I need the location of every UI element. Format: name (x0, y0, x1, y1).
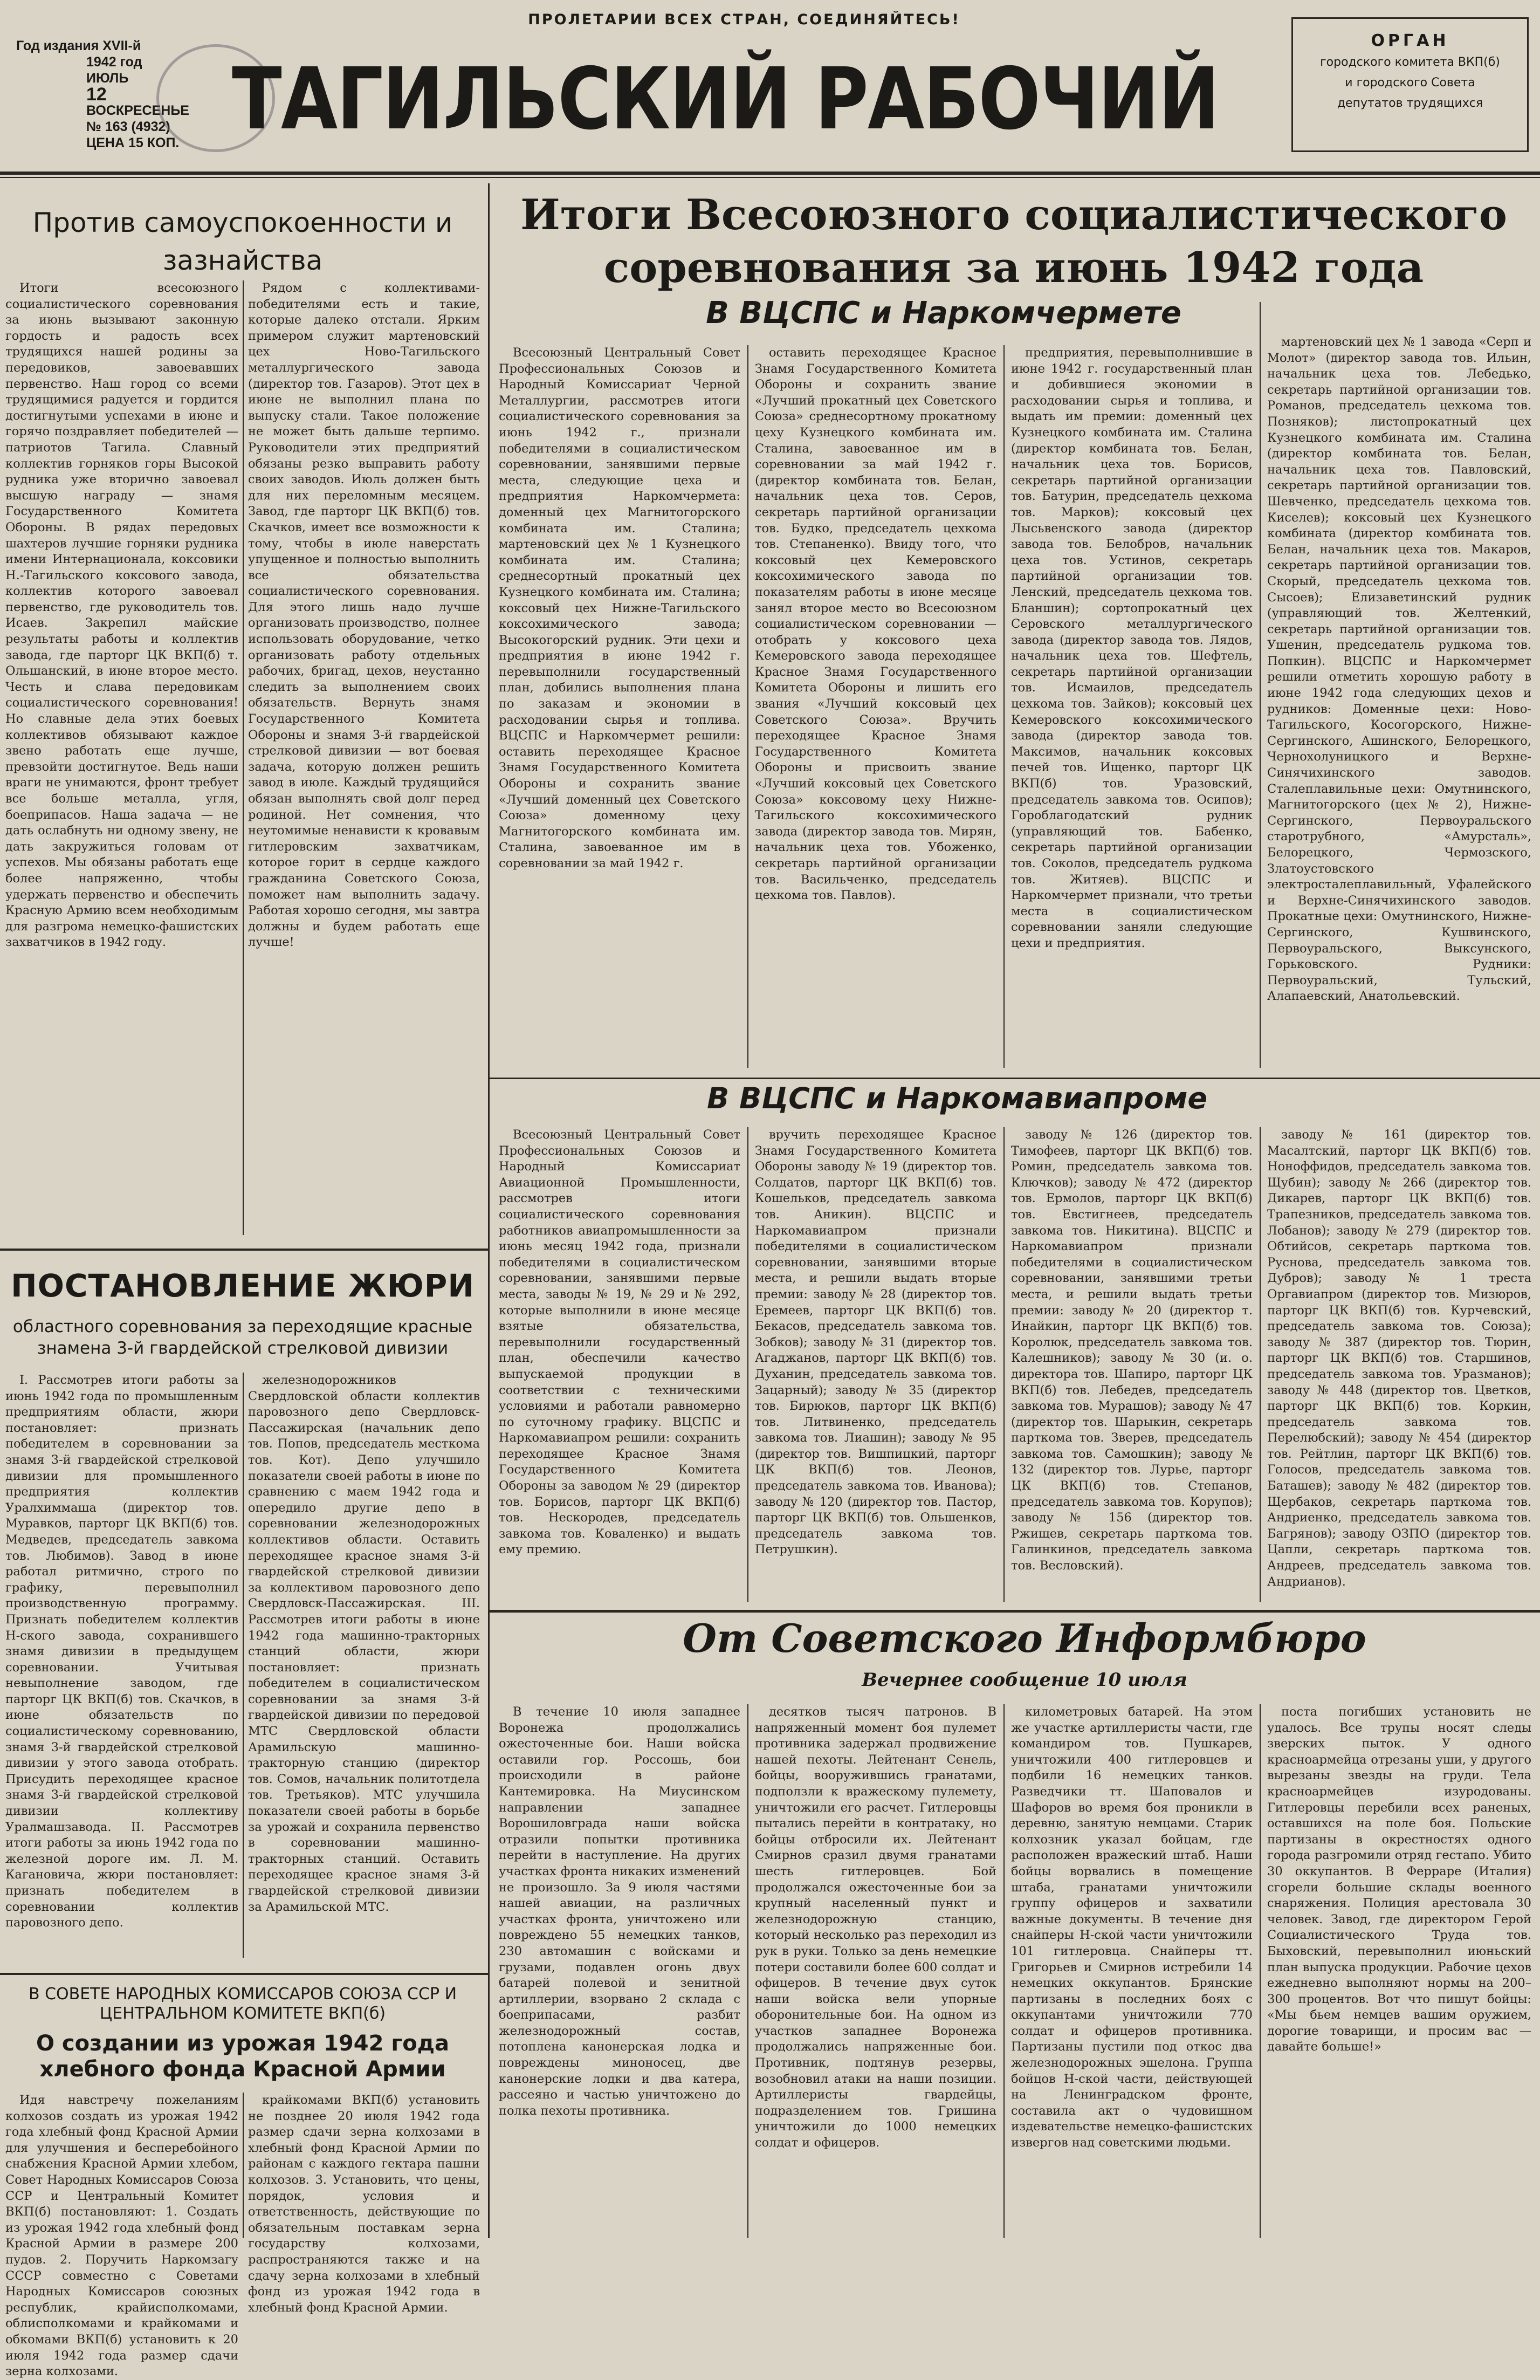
organ-label: ОРГАН (1371, 31, 1449, 50)
s2-col-3 (1011, 1127, 1253, 1602)
s2-text-2: вручить переходящее Красное Знамя Государственного Комитета Обороны заводу № 19 (директор тов. Солдатов, парторг ЦК ВКП(б) тов. Кошельков, председатель завкома тов. Аникин). ВЦСПС и Наркомавиапром признали победителями в социалистическом соревновании, занявшими вторые места, и решили выдать вторые премии: заводу № 28 (директор тов. Еремеев, парторг ЦК ВКП(б) тов. Бекасов, председатель завкома тов. Зобков); заводу № 31 (директор тов. Агаджанов, парторг ЦК ВКП(б) тов. Духанин, председатель завкома тов. Зацарный); заводу № 35 (директор тов. Бирюков, парторг ЦК ВКП(б) тов. Литвиненко, председатель завкома тов. Лиашин); заводу № 95 (директор тов. Вишпицкий, парторг ЦК ВКП(б) тов. Леонов, председатель завкома тов. Иванова); заводу № 120 (директор тов. Пастор, парторг ЦК ВКП(б) тов. Ольшенков, председатель завкома тов. Петрушкин). (755, 1128, 996, 1557)
sovnarkom-col-rule (243, 2093, 244, 2238)
s1-text-4: мартеновский цех № 1 завода «Серп и Молот» (директор завода тов. Ильин, начальник цеха тов. Лебедько, секретарь партийной организации тов. Романов, председатель цехкома тов. Позняков); листопрокатный цех Кузнецкого комбината им. Сталина (директор комбината тов. Белан, начальник цеха тов. Павловский, секретарь партийной организации тов. Шевченко, председатель цехкома тов. Киселев); коксовый цех Кузнецкого комбината (директор комбината тов. Белан, начальник цеха тов. Макаров, секретарь партийной организации тов. Скорый, председатель цехкома тов. Сысоев); Елизаветинский рудник (управляющий тов. Желтенкий, секретарь партийной организации тов. Ушенин, председатель рудкома тов. Попкин). ВЦСПС и Наркомчермет решили отметить хорошую работу в июне 1942 года следующих цехов и рудников: Доменные цехи: Ново-Тагильского, Косогорского, Нижне-Сергинского, Ашинского, Белорецкого, Чернохолуницкого и Верхне-Синячихинского заводов. Сталеплавильные цехи: Омутнинского, Магнитогорского (цех № 2), Нижне-Сергинского, Первоуральского старотрубного, «Амурсталь», Белорецкого, Чермозского, Златоустовского электросталеплавильный, Уфалейского и Верхне-Синячихинского заводов. Прокатные цехи: Омутнинского, Нижне-Сергинского, Кушвинского, Первоуральского, Выксунского, Горьковского. Рудники: Первоуральский, Тульский, Алапаевский, Анатольевский. (1267, 335, 1531, 1004)
col-rule-9 (1260, 1704, 1261, 2238)
masthead-rule (0, 172, 1540, 175)
s1-text-2: оставить переходящее Красное Знамя Государственного Комитета Обороны и сохранить звание «Лучший прокатный цех Советского Союза» среднесортному прокатному цеху Кузнецкого комбината им. Сталина, завоеванное им в соревновании за май 1942 г. (директор комбината тов. Белан, начальник цеха тов. Серов, секретарь партийной организации тов. Будко, председатель цехкома тов. Степаненко). Ввиду того, что коксовый цех Кемеровского коксохимического завода по показателям работы в июне месяце занял второе место во Всесоюзном социалистическом соревновании — отобрать у коксового цеха Кемеровского завода переходящее Красное Знамя Государственного Комитета Обороны и лишить его звания «Лучший коксовый цех Советского Союза». Вручить переходящее Красное Знамя Государственного Комитета Обороны и присвоить звание «Лучший коксовый цех Советского Союза» коксовому цеху Нижне-Тагильского коксохимического завода (директор завода тов. Мирян, начальник цеха тов. Убоженко, секретарь партийной организации тов. Васильченко, председатель цехкома тов. Павлов). (755, 346, 996, 903)
si-text-3: километровых батарей. На этом же участке артиллеристы части, где командиром тов. Пушкарев, уничтожили 400 гитлеровцев и подбили 16 немецких танков. Разведчики тт. Шаповалов и Шафоров во время боя проникли в деревню, занятую немцами. Старик колхозник указал бойцам, где расположен вражеский штаб. Наши бойцы ворвались в помещение штаба, гранатами уничтожили группу офицеров и захватили важные документы. В течение дня снайперы Н-ской части уничтожили 101 гитлеровца. Снайперы тт. Григорьев и Смирнов истребили 14 немецких оккупантов. Брянские партизаны в последних боях с оккупантами уничтожили 770 солдат и офицеров противника. Партизаны пустили под откос два железнодорожных эшелона. Группа бойцов Н-ской части, действующей на Ленинградском фронте, составила акт о чудовищном издевательстве немецко-фашистских извергов над советскими людьми. (1011, 1705, 1253, 2150)
jury-bottom-rule (0, 1973, 488, 1975)
col-rule-4 (747, 1127, 748, 1602)
editorial-col-2 (248, 280, 480, 1235)
masthead-rule-thin (0, 177, 1540, 178)
jury-text-2: железнодорожников Свердловской области коллектив паровозного депо Свердловск-Пассажирская (начальник депо тов. Попов, председатель месткома тов. Кот). Депо улучшило показатели своей работы в июне по сравнению с маем 1942 года и опередило другие депо в соревновании железнодорожных коллективов области. Оставить переходящее красное знамя 3-й гвардейской стрелковой дивизии за коллективом паровозного депо Свердловск-Пассажирская. III. Рассмотрев итоги работы в июне 1942 года машинно-тракторных станций области, жюри постановляет: признать победителем в социалистическом соревновании за знамя 3-й гвардейской дивизии по передовой МТС Свердловской области Арамильскую машинно-тракторную станцию (директор тов. Сомов, начальник политотдела тов. Третьяков). МТС улучшила показатели своей работы в борьбе за урожай и сохранила первенство в соревновании машинно-тракторных станций. Оставить переходящее красное знамя 3-й гвардейской стрелковой дивизии за Арамильской МТС. (248, 1373, 480, 1914)
sovinfo-heading: От Советского Информбюро (683, 1615, 1366, 1661)
s2-col-4 (1267, 1127, 1531, 1602)
col-rule-2 (1003, 345, 1005, 1068)
sovnarkom-header: В СОВЕТЕ НАРОДНЫХ КОМИССАРОВ СОЮЗА ССР И ЦЕНТРАЛЬНОМ КОМИТЕТЕ ВКП(б) (28, 1985, 457, 2023)
jury-col-rule (243, 1373, 244, 1958)
s1-col-1 (499, 345, 740, 1068)
si-col-3 (1011, 1704, 1253, 2238)
si-text-2: десятков тысяч патронов. В напряженный момент боя пулемет противника задержал продвижение нашей пехоты. Лейтенант Сенель, бойцы, вооружившись гранатами, подползли к вражескому пулемету, уничтожили его расчет. Гитлеровцы пытались перейти в контратаку, но бойцы отбросили их. Лейтенант Смирнов сразил двумя гранатами шесть гитлеровцев. Бой продолжался ожесточенные бои за крупный населенный пункт и железнодорожную станцию, который несколько раз переходил из рук в руки. Только за день немецкие потери составили более 600 солдат и офицеров. В течение двух суток наши войска вели упорные оборонительные бои. На одном из участков западнее Воронежа продолжались напряженные бои. Противник, подтянув резервы, возобновил атаки на наши позиции. Артиллеристы гвардейцы, подразделением тов. Гришина уничтожили до 1000 немецких солдат и офицеров. (755, 1705, 996, 2150)
editorial-text-1: Итоги всесоюзного социалистического соревнования за июнь вызывают законную гордость и радость всех трудящихся нашей родины за передовиков, завоевавших первенство. Наш город со всеми трудящимися радуется и гордится достигнутыми успехами в июне и горячо поздравляет победителей — патриотов Тагила. Славный коллектив горняков горы Высокой рудника уже вторично завоевал высшую награду — знамя Государственного Комитета Обороны. В рядах передовых шахтеров лучшие горняки рудника имени Интернационала, коксовики Н.-Тагильского коксового завода, коллектив которого завоевал первенство, где руководитель тов. Исаев. Закрепил майские результаты работы и коллектив завода, где парторг ЦК ВКП(б) т. Ольшанский, в июне второе место. Честь и слава передовикам социалистического соревнования! Но славные дела этих боевых коллективов обязывают каждое звено работать еще лучше, превзойти достигнутое. Ведь наши враги не унимаются, фронт требует все больше металла, угля, боеприпасов. Наша задача — не дать ослабнуть ни одному звену, не дать закружиться головам от успехов. Мы обязаны работать еще более напряженно, чтобы удержать первенство и обеспечить Красную Армию всем необходимым для разгрома немецко-фашистских захватчиков в 1942 году. (5, 281, 238, 950)
editorial-title: Против самоуспокоенности и зазнайства (32, 207, 453, 276)
col-rule-1 (747, 345, 748, 1068)
s2-text-4: заводу № 161 (директор тов. Масалтский, парторг ЦК ВКП(б) тов. Ноноффидов, председатель завкома тов. Щубин); заводу № 266 (директор тов. Дикарев, парторг ЦК ВКП(б) тов. Трапезников, председатель завкома тов. Лобанов); заводу № 279 (директор тов. Обтийсов, секретарь парткома тов. Руснова, председатель завкома тов. Дубров); заводу № 1 треста Оргавиапром (директор тов. Мизюров, парторг ЦК ВКП(б) тов. Курчевский, председатель завкома тов. Союза); заводу № 387 (директор тов. Тюрин, парторг ЦК ВКП(б) тов. Старшинов, председатель завкома тов. Уразманов); заводу № 448 (директор тов. Цветков, парторг ЦК ВКП(б) тов. Коркин, председатель завкома тов. Перелюбский); заводу № 454 (директор тов. Рейтлин, парторг ЦК ВКП(б) тов. Голосов, председатель завкома тов. Баташев); заводу № 482 (директор тов. Щербаков, секретарь парткома тов. Андриенко, председатель завкома тов. Багрянов); заводу ОЗПО (директор тов. Цапли, секретарь парткома тов. Андреев, председатель завкома тов. Андрианов). (1267, 1128, 1531, 1589)
editorial-bottom-rule (0, 1249, 488, 1251)
col-rule-6 (1260, 1127, 1261, 1602)
s1-col-3 (1011, 345, 1253, 1068)
issue-day: 12 (86, 84, 107, 105)
sovnarkom-text-1: Идя навстречу пожеланиям колхозов создать из урожая 1942 года хлебный фонд Красной Армии для улучшения и бесперебойного снабжения Красной Армии хлебом, Совет Народных Комиссаров Союза ССР и Центральный Комитет ВКП(б) постановляют: 1. Создать из урожая 1942 года хлебный фонд Красной Армии в размере 200 пудов. 2. Поручить Наркомзагу СССР совместно с Советами Народных Комиссаров союзных республик, крайисполкомами, облисполкомами и крайкомами и обкомами ВКП(б) установить к 20 июля 1942 года размер сдачи зерна колхозами. (5, 2093, 238, 2379)
si-col-4 (1267, 1704, 1531, 2238)
s2-text-1: Всесоюзный Центральный Совет Профессиональных Союзов и Народный Комиссариат Авиационной Промышленности, рассмотрев итоги социалистического соревнования работников авиапромышленности за июнь месяц 1942 года, признали победителями в социалистическом соревновании, занявшими первые места, заводы № 19, № 29 и № 292, которые выполнили в июне месяце взятые обязательства, перевыполнили государственный план, обеспечили качество выпускаемой продукции в соответствии с техническими условиями и работали равномерно по суточному графику. ВЦСПС и Наркомавиапром решили: сохранить переходящее Красное Знамя Государственного Комитета Обороны за заводом № 29 (директор тов. Борисов, парторг ЦК ВКП(б) тов. Нескородев, председатель завкома тов. Коваленко) и выдать ему премию. (499, 1128, 740, 1557)
issue-year-label: Год издания XVII-й (16, 38, 141, 53)
editorial-col-1 (5, 280, 238, 1235)
sovnarkom-col-1 (5, 2093, 238, 2379)
jury-col-1 (5, 1373, 238, 1958)
editorial-text-2: Рядом с коллективами-победителями есть и такие, которые далеко отстали. Ярким примером служит мартеновский цех Ново-Тагильского металлургического завода (директор тов. Газаров). Этот цех в июне не выполнил плана по выпуску стали. Такое положение не может быть дальше терпимо. Руководители этих предприятий обязаны резко выправить работу своих заводов. Июль должен быть для них переломным месяцем. Завод, где парторг ЦК ВКП(б) тов. Скачков, имеет все возможности к тому, чтобы в июле наверстать упущенное и полностью выполнить все обязательства социалистического соревнования. Для этого лишь надо лучше организовать производство, полнее использовать оборудование, четко организовать работу отдельных рабочих, бригад, цехов, неустанно следить за выполнением своих обязательств. Вернуть знамя Государственного Комитета Обороны и знамя 3-й гвардейской стрелковой дивизии — вот боевая задача, которую должен решить завод в июле. Каждый трудящийся обязан выполнять свой долг перед родиной. Нет сомнения, что неутомимые ненависти к кровавым гитлеровским захватчикам, которое горит в сердце каждого гражданина Советского Союза, поможет нам выполнить задачу. Работая хорошо сегодня, мы завтра должны и будем работать еще лучше! (248, 281, 480, 950)
sovnarkom-title: О создании из урожая 1942 года хлебного фонда Красной Армии (36, 2031, 449, 2082)
s2-col-2 (755, 1127, 996, 1602)
issue-price: ЦЕНА 15 КОП. (86, 135, 180, 150)
col-rule-5 (1003, 1127, 1005, 1602)
section-2-bottom-rule (490, 1610, 1540, 1613)
jury-col-2 (248, 1373, 480, 1958)
organ-line-2: и городского Совета (1345, 76, 1475, 90)
newspaper-title: ТАГИЛЬСКИЙ РАБОЧИЙ (232, 50, 1219, 149)
jury-title: ПОСТАНОВЛЕНИЕ ЖЮРИ (11, 1267, 475, 1304)
si-text-1: В течение 10 июля западнее Воронежа продолжались ожесточенные бои. Наши войска оставили гор. Россошь, бои происходили в районе Кантемировка. На Миусинском направлении западнее Ворошиловграда наши войска отразили попытки противника перейти в наступление. На других участках фронта никаких изменений не произошло. За 9 июля частями нашей авиации, на различных участках фронта, уничтожено или повреждено 55 немецких танков, 230 автомашин с войсками и грузами, подавлен огонь двух батарей полевой и зенитной артиллерии, взорвано 2 склада с боеприпасами, разбит железнодорожный состав, потоплена канонерская лодка и повреждены миноносец, две канонерские лодки и два катера, рассеяно и частью уничтожено до полка пехоты противника. (499, 1705, 740, 2118)
organ-line-1: городского комитета ВКП(б) (1320, 56, 1500, 69)
s1-col-4 (1267, 334, 1531, 1068)
sovnarkom-text-2: крайкомами ВКП(б) установить не позднее 20 июля 1942 года размер сдачи зерна колхозами в хлебный фонд Красной Армии по районам с каждого гектара пашни колхозов. 3. Установить, что цены, порядок, условия и ответственность, действующие по обязательным поставкам зерна государству колхозами, распространяются также и на сдачу зерна колхозами в хлебный фонд из урожая 1942 года в хлебный фонд Красной Армии. (248, 2093, 480, 2315)
si-col-2 (755, 1704, 996, 2238)
editorial-col-rule (243, 280, 244, 1235)
si-col-1 (499, 1704, 740, 2238)
left-vertical-rule (488, 183, 490, 2238)
s1-col-2 (755, 345, 996, 1068)
sovnarkom-col-2 (248, 2093, 480, 2315)
section-1-heading: В ВЦСПС и Наркомчермете (706, 296, 1181, 331)
jury-subtitle: областного соревнования за переходящие красные знамена 3-й гвардейской стрелковой дивизии (12, 1317, 473, 1358)
issue-weekday: ВОСКРЕСЕНЬЕ (86, 103, 189, 118)
organ-line-3: депутатов трудящихся (1337, 97, 1483, 110)
issue-number: № 163 (4932) (86, 119, 170, 134)
issue-month: ИЮЛЬ (86, 71, 129, 86)
col-rule-3 (1260, 302, 1261, 1068)
si-text-4: поста погибших установить не удалось. Все трупы носят следы зверских пыток. У одного красноармейца отрезаны уши, у другого вырезаны звезды на груди. Тела красноармейцев изуродованы. Гитлеровцы перебили всех раненых, оставшихся на поле боя. Польские партизаны в окрестностях одного города разгромили отряд гестапо. Убито 30 оккупантов. В Ферраре (Италия) сгорели большие склады военного снаряжения. Полиция арестовала 30 человек. Завод, где директором Герой Социалистического Труда тов. Быховский, перевыполнил июньский план выпуска продукции. Рабочие цехов ежедневно выполняют нормы на 200–300 процентов. Вот что пишут бойцы: «Мы бьем немцев вашим оружием, дорогие товарищи, и просим вас — давайте больше!» (1267, 1705, 1531, 2054)
jury-text-1: I. Рассмотрев итоги работы за июнь 1942 года по промышленным предприятиям области, жюри постановляет: признать победителем в соревновании за знамя 3-й гвардейской стрелковой дивизии для промышленного предприятия коллектив Уралхиммаша (директор тов. Муравков, парторг ЦК ВКП(б) тов. Медведев, председатель завкома тов. Любимов). Завод в июне работал ритмично, строго по графику, перевыполнил производственную программу. Признать победителем коллектив Н-ского завода, сохранившего знамя дивизии в предыдущем соревновании. Учитывая невыполнение заводом, где парторг ЦК ВКП(б) тов. Скачков, в июне обязательств по социалистическому соревнованию, знамя 3-й гвардейской стрелковой дивизии у этого завода отобрать. Присудить переходящее красное знамя 3-й гвардейской стрелковой дивизии коллективу Уралмашзавода. II. Рассмотрев итоги работы за июнь 1942 года по железной дороге им. Л. М. Кагановича, жюри постановляет: признать победителем в соревновании коллектив паровозного депо. (5, 1373, 238, 1930)
col-rule-8 (1003, 1704, 1005, 2238)
issue-year: 1942 год (86, 54, 142, 70)
organ-box (1291, 17, 1529, 152)
sovinfo-subheading: Вечернее сообщение 10 июля (862, 1669, 1187, 1691)
section-1-bottom-rule (490, 1078, 1540, 1079)
s1-text-1: Всесоюзный Центральный Совет Профессиональных Союзов и Народный Комиссариат Черной Металлургии, рассмотрев итоги социалистического соревнования за июнь 1942 г., признали победителями в социалистическом соревновании, занявшими первые места, следующие цеха и предприятия Наркомчермета: доменный цех Магнитогорского комбината им. Сталина; мартеновский цех № 1 Кузнецкого комбината им. Сталина; среднесортный прокатный цех Кузнецкого комбината им. Сталина; коксовый цех Нижне-Тагильского коксохимического завода; Высокогорский рудник. Эти цехи и предприятия в июне 1942 г. перевыполнили государственный план, добились выполнения плана по заказам и экономии в расходовании сырья и топлива. ВЦСПС и Наркомчермет решили: оставить переходящее Красное Знамя Государственного Комитета Обороны и сохранить звание «Лучший доменный цех Советского Союза» доменному цеху Магнитогорского комбината им. Сталина, завоеванное им в соревновании за май 1942 г. (499, 346, 740, 870)
main-headline: Итоги Всесоюзного социалистического соревнования за июнь 1942 года (520, 190, 1507, 292)
masthead-slogan: ПРОЛЕТАРИИ ВСЕХ СТРАН, СОЕДИНЯЙТЕСЬ! (528, 11, 960, 28)
col-rule-7 (747, 1704, 748, 2238)
section-2-heading: В ВЦСПС и Наркомавиапроме (707, 1081, 1207, 1115)
s1-text-3: предприятия, перевыполнившие в июне 1942 г. государственный план и добившиеся экономии в расходовании сырья и топлива, и выдать им премии: доменный цех Кузнецкого комбината им. Сталина (директор комбината тов. Белан, начальник цеха тов. Борисов, секретарь партийной организации тов. Батурин, председатель цехкома тов. Марков); коксовый цех Лысьвенского завода (директор завода тов. Белобров, начальник цеха тов. Устинов, секретарь партийной организации тов. Ленский, председатель цехкома тов. Бланшин); сортопрокатный цех Серовского металлургического завода (директор завода тов. Лядов, начальник цеха тов. Шефтель, секретарь партийной организации тов. Исмаилов, председатель цехкома тов. Зайков); коксовый цех Кемеровского коксохимического завода (директор завода тов. Максимов, начальник коксовых печей тов. Ищенко, парторг ЦК ВКП(б) тов. Уразовский, председатель завкома тов. Осипов); Гороблагодатский рудник (управляющий тов. Бабенко, секретарь партийной организации тов. Соколов, председатель рудкома тов. Житяев). ВЦСПС и Наркомчермет признали, что третьи места в социалистическом соревновании заняли следующие цехи и предприятия. (1011, 346, 1253, 950)
s2-col-1 (499, 1127, 740, 1602)
s2-text-3: заводу № 126 (директор тов. Тимофеев, парторг ЦК ВКП(б) тов. Ромин, председатель завкома тов. Ключков); заводу № 472 (директор тов. Ермолов, парторг ЦК ВКП(б) тов. Евстигнеев, председатель завкома тов. Никитина). ВЦСПС и Наркомавиапром признали победителями в социалистическом соревновании, занявшими третьи места, и решили выдать третьи премии: заводу № 20 (директор т. Инайкин, парторг ЦК ВКП(б) тов. Королюк, председатель завкома тов. Калешников); заводу № 30 (и. о. директора тов. Шапиро, парторг ЦК ВКП(б) тов. Лебедев, председатель завкома тов. Мурашов); заводу № 47 (директор тов. Шарыкин, секретарь парткома тов. Зверев, председатель завкома тов. Самошкин); заводу № 132 (директор тов. Лурье, парторг ЦК ВКП(б) тов. Степанов, председатель завкома тов. Корупов); заводу № 156 (директор тов. Ржищев, секретарь парткома тов. Галинкинов, председатель завкома тов. Весловский). (1011, 1128, 1253, 1573)
